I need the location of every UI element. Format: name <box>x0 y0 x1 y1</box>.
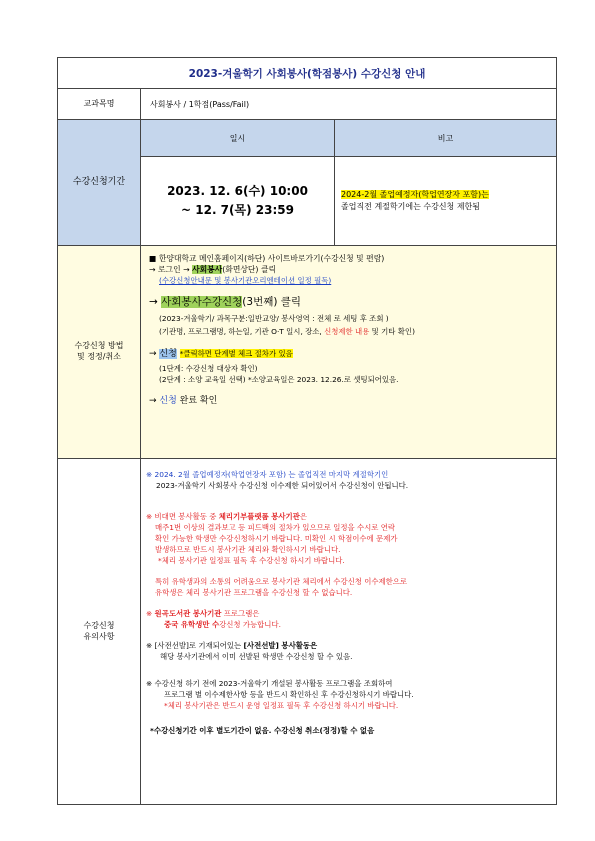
method-step-apply-menu: → 사회봉사수강신청(3번째) 클릭 <box>149 296 302 308</box>
period-header-row <box>58 120 557 157</box>
method-step-apply: → 신청 *클릭하면 단계별 체크 절차가 있음 <box>149 349 293 359</box>
apply-button-label: 신청 <box>159 349 177 359</box>
menu-apply: 사회봉사수강신청 <box>161 296 243 308</box>
method-step1: (1단계: 수강신청 대상자 확인) <box>159 364 258 373</box>
caution-cherry-3: 확인 가능한 학생만 수강신청하시기 바랍니다. 미확인 시 학점이수에 문제가 <box>155 534 398 543</box>
caution-row <box>58 459 557 805</box>
menu-social-service: 사회봉사 <box>192 265 223 274</box>
caution-cherry-4: 발생하므로 반드시 봉사기관 체리와 확인하시기 바랍니다. <box>155 545 341 554</box>
caution-label-line2: 유의사항 <box>83 631 115 641</box>
method-check-info: (기관명, 프로그램명, 하는일, 기관 O·T 일시, 장소, 신청제한 내용 및 기타 확인) <box>159 327 415 336</box>
preselect-label: [사전선발] 봉사활동은 <box>243 641 318 650</box>
caution-preselect: ※ [사전선발]로 기재되어있는 [사전선발] 봉사활동은 <box>146 641 318 650</box>
caution-cherry: ※ 비대면 봉사활동 중 체리기부플랫폼 봉사기관은 <box>146 512 307 521</box>
confirm-apply-text: 신청 <box>159 396 177 406</box>
caution-label <box>58 459 141 805</box>
apply-step-note: *클릭하면 단계별 체크 절차가 있음 <box>179 349 293 358</box>
caution-content <box>141 459 557 805</box>
caution-cherry-5: *체리 봉사기관 일정표 필독 후 수강신청 하시기 바랍니다. <box>158 556 345 565</box>
title-row <box>58 58 557 89</box>
notice-title: 2023-겨울학기 사회봉사(학점봉사) 수강신청 안내 <box>58 58 557 89</box>
period-label: 수강신청기간 <box>58 120 141 246</box>
method-content <box>141 246 557 459</box>
caution-graduates-2: 2023-겨울학기 사회봉사 수강신청 이수제한 되어있어서 수강신청이 안됩니다. <box>156 481 409 490</box>
caution-foreign: 특히 유학생과의 소통의 어려움으로 봉사기관 체리에서 수강신청 이수제한으로 <box>155 577 408 586</box>
method-step-login: → 로그인 → 사회봉사(화면상단) 클릭 <box>149 265 277 274</box>
restriction-text: 신청제한 내용 <box>324 327 370 336</box>
method-row <box>58 246 557 459</box>
notice-table <box>57 57 557 805</box>
period-note-line2: 졸업직전 계절학기에는 수강신청 제한됨 <box>341 202 481 211</box>
caution-check-programs-2: 프로그램 별 이수제한사항 등을 반드시 확인하신 후 수강신청하시기 바랍니다. <box>164 690 414 699</box>
method-label <box>58 246 141 459</box>
caution-label-line1: 수강신청 <box>83 620 115 630</box>
caution-check-programs: ※ 수강신청 하기 전에 2023-겨울학기 개설된 봉사활동 프로그램을 조회하여 <box>146 679 393 688</box>
cherry-org-name: 체리기부플랫폼 봉사기관 <box>218 512 300 521</box>
date-column-header: 일시 <box>141 120 335 157</box>
wongok-org-name: 원곡도서관 봉사기관 <box>154 609 222 618</box>
caution-wongok-2: 중국 유학생만 수강신청 가능합니다. <box>164 620 281 629</box>
subject-row <box>58 89 557 120</box>
note-column-header: 비고 <box>335 120 557 157</box>
subject-label: 교과목명 <box>58 89 141 120</box>
caution-no-cancel: *수강신청기간 이후 별도기간이 없음. 수강신청 취소(정정)할 수 없음 <box>150 726 375 735</box>
caution-wongok: ※ 원곡도서관 봉사기관 프로그램은 <box>146 609 260 618</box>
caution-preselect-2: 해당 봉사기관에서 이미 선발된 학생만 수강신청 할 수 있음. <box>160 652 353 661</box>
period-note-line1: 2024-2월 졸업예정자(학업연장자 포함)는 <box>341 189 489 199</box>
period-start: 2023. 12. 6(수) 10:00 <box>167 184 308 199</box>
caution-check-programs-3: *체리 봉사기관은 반드시 운영 일정표 필독 후 수강신청 하시기 바랍니다. <box>164 701 399 710</box>
caution-graduates: ※ 2024. 2월 졸업예정자(학업연장자 포함) 는 졸업직전 마지막 계절학기인 <box>146 470 389 479</box>
period-end: ~ 12. 7(목) 23:59 <box>181 203 294 217</box>
caution-cherry-2: 매주1번 이상의 결과보고 등 피드백의 절차가 있으므로 일정을 수시로 연락 <box>155 523 396 532</box>
method-label-line2: 및 정정/취소 <box>77 352 121 361</box>
method-orientation-note: (수강신청안내문 및 봉사기관오리엔테이션 일정 필독) <box>159 276 332 285</box>
method-label-line1: 수강신청 방법 <box>74 341 124 351</box>
method-step-confirm: → 신청 완료 확인 <box>149 396 218 406</box>
caution-foreign-2: 유학생은 체리 봉사기관 프로그램을 수강신청 할 수 없습니다. <box>155 588 353 597</box>
period-note <box>335 157 557 246</box>
method-step2: (2단계 : 소양 교육일 선택) *소양교육일은 2023. 12.26.로 셋팅되어있음. <box>159 375 399 384</box>
subject-value: 사회봉사 / 1학점(Pass/Fail) <box>141 89 557 120</box>
method-step-site: ■ 한양대학교 메인홈페이지(하단) 사이트바로가기(수강신청 및 편람) <box>149 254 385 263</box>
period-dates <box>141 157 335 246</box>
method-search-setting: (2023-겨울학기/ 과목구분:일반교양/ 봉사영역 : 전체 로 세팅 후 조회 ) <box>159 314 389 323</box>
